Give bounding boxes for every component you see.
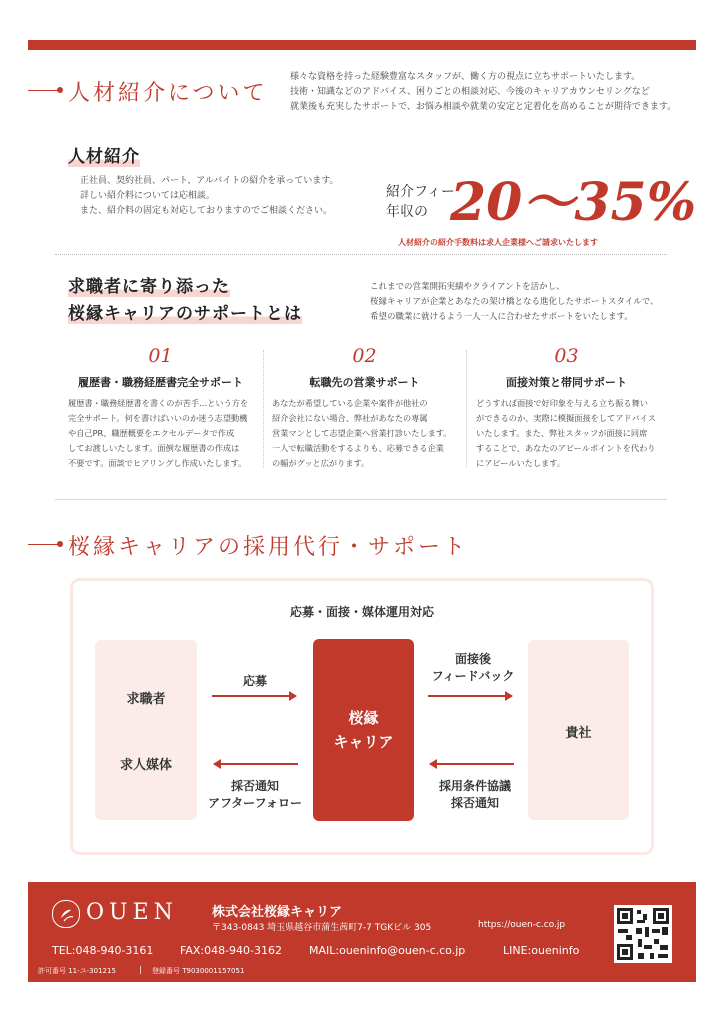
section-title-line xyxy=(28,544,58,545)
fee-value: 20～35% xyxy=(450,172,697,233)
flow-label-conditions: 採用条件協議 採否通知 xyxy=(438,779,511,810)
jinzai-heading xyxy=(68,142,140,167)
jinzai-body: 正社員、契約社員、パート、アルバイトの紹介を承っています。 詳しい紹介料については応相談。 また、紹介料の固定も対応しておりますのでご相談ください。 xyxy=(80,176,339,216)
dotted-divider xyxy=(55,254,667,255)
jobseeker-box xyxy=(95,640,197,820)
flow-label-apply: 応募 xyxy=(242,674,267,688)
section-title-dot xyxy=(57,87,63,93)
arrow-left-conditions xyxy=(430,763,514,765)
qr-code-icon[interactable] xyxy=(614,905,672,963)
top-accent-bar xyxy=(28,40,696,50)
section-intro: 様々な資格を持った経験豊富なスタッフが、働く方の視点に立ちサポートいたします。 技術・知識などのアドバイス、困りごとの相談対応、今後のキャリアカウンセリングなど 就業後も充実したサポートで、お悩み相談や就業の安定と定着化を高めることが期待できます。 xyxy=(290,72,677,112)
support-heading xyxy=(68,274,302,328)
node-job-media: 求人媒体 xyxy=(119,758,172,773)
arrow-left-notice xyxy=(214,763,298,765)
section-title-line xyxy=(28,90,58,91)
fee-note: 人材紹介の紹介手数料は求人企業様へご請求いたします xyxy=(398,237,598,247)
col2-title: 転職先の営業サポート xyxy=(309,376,420,389)
footer-registration: 登録番号 T9030001157051 xyxy=(152,967,245,975)
support-intro: これまでの営業開拓実績やクライアントを活かし、 桜縁キャリアが企業とあなたの架け橋となる進化したサポートスタイルで、 希望の職業に就けるよう一人一人に合わせたサポートをいたします。 xyxy=(370,282,659,322)
logo-mark-icon xyxy=(52,900,80,928)
column-separator xyxy=(466,350,467,468)
section-divider xyxy=(55,499,667,500)
arrow-right-feedback xyxy=(428,695,512,697)
section-title-jinzai: 人材紹介について xyxy=(68,81,268,106)
footer-company: 株式会社桜縁キャリア xyxy=(212,905,343,920)
col1-body: 履歴書・職務経歴書を書くのが苦手…という方を 完全サポート。何を書けばいいのか迷う志望動機 や自己PR、職歴概要をエクセルデータで作成 してお渡しいたします。面倒な履歴書の作成は 不要です。面談でヒアリングし作成いたします。 xyxy=(68,398,249,468)
footer-address: 〒343-0843 埼玉県越谷市蒲生茜町7-7 TGKビル 305 xyxy=(212,923,432,933)
section-title-dot xyxy=(57,541,63,547)
footer-separator: | xyxy=(139,965,142,974)
flow-label-feedback: 面接後 フィードバック xyxy=(431,652,515,683)
col1-title: 履歴書・職務経歴書完全サポート xyxy=(78,376,243,389)
footer-mail[interactable]: MAIL:oueninfo@ouen-c.co.jp xyxy=(309,944,466,957)
footer-logo: OUEN xyxy=(86,900,178,925)
jinzai-heading-text: 人材紹介 xyxy=(68,147,140,167)
col3-number: 03 xyxy=(554,345,579,367)
arrow-right-apply xyxy=(212,695,296,697)
flow-label-notice: 採否通知 アフターフォロー xyxy=(208,779,302,810)
column-separator xyxy=(263,350,264,468)
col2-body: あなたが希望している企業や案件が他社の 紹介会社にない場合、弊社があなたの専属 営業マンとして志望企業へ営業打診いたします。 一人で転職活動をするよりも、応募できる企業 の幅がグッと広がります。 xyxy=(272,398,452,468)
node-jobseeker: 求職者 xyxy=(126,692,166,707)
node-ouen-career: 桜縁 キャリア xyxy=(333,709,394,751)
col3-body: どうすれば面接で好印象を与える立ち振る舞い ができるのか、実際に模擬面接をしてアドバイス いたします。また、弊社スタッフが面接に同席 することで、あなたのアピールポイントを代わり にアピールいたします。 xyxy=(476,398,656,468)
footer-url[interactable]: https://ouen-c.co.jp xyxy=(478,920,566,930)
support-heading-line2: 桜縁キャリアのサポートとは xyxy=(68,304,302,324)
footer-license: 許可番号 11-ユ-301215 xyxy=(38,967,116,975)
support-heading-line1: 求職者に寄り添った xyxy=(68,277,230,297)
fee-label: 紹介フィー 年収の xyxy=(386,184,455,220)
footer-fax: FAX:048-940-3162 xyxy=(180,944,283,957)
col3-title: 面接対策と帯同サポート xyxy=(506,376,627,389)
diagram-title: 応募・面接・媒体運用対応 xyxy=(289,605,434,619)
node-company: 貴社 xyxy=(565,726,592,741)
col2-number: 02 xyxy=(352,345,377,367)
section-title-saiyo: 桜縁キャリアの採用代行・サポート xyxy=(68,535,469,560)
footer-line[interactable]: LINE:oueninfo xyxy=(503,944,580,957)
footer-tel[interactable]: TEL:048-940-3161 xyxy=(52,944,154,957)
col1-number: 01 xyxy=(148,345,173,367)
